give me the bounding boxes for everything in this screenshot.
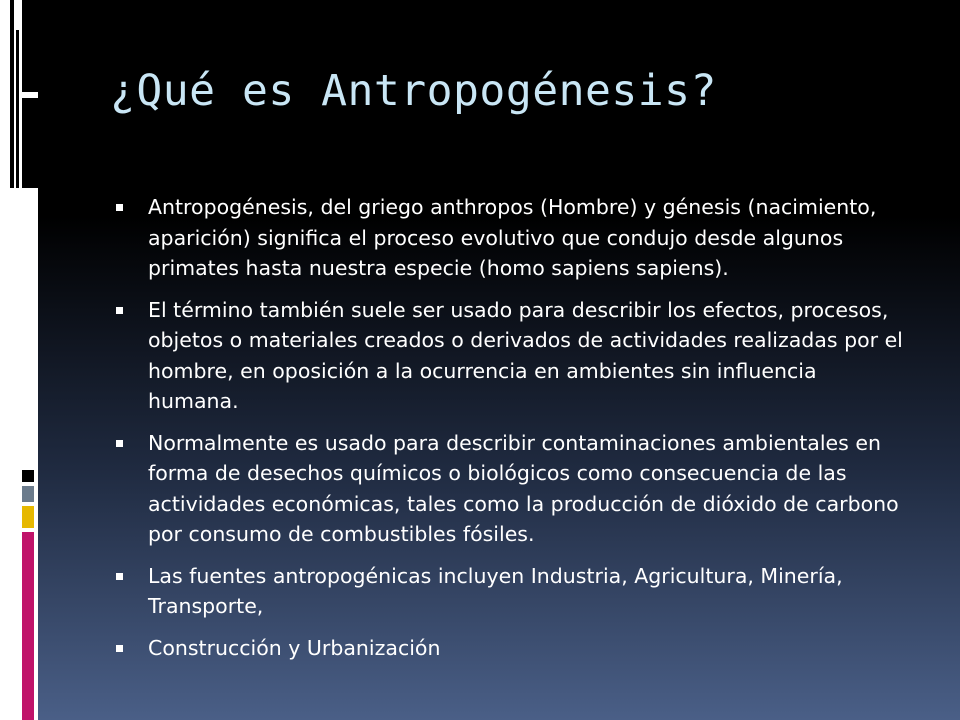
square-bullet-icon	[116, 645, 123, 652]
deco-line-top-left-2	[16, 30, 19, 188]
square-bullet-icon	[116, 204, 123, 211]
bullet-text: Antropogénesis, del griego anthropos (Hombre) y génesis (nacimiento, aparición) significa el proceso evolutivo que condujo desde algunos primates hasta nuestra especie (homo sapiens sapiens).	[148, 195, 877, 280]
bullet-item	[110, 633, 910, 664]
square-bullet-icon	[116, 307, 123, 314]
slide-title: ¿Qué es Antropogénesis?	[110, 66, 717, 116]
deco-block-top-right-2	[22, 98, 38, 188]
bullet-item	[110, 295, 910, 417]
bullet-text: Construcción y Urbanización	[148, 635, 441, 660]
deco-magenta-bar	[22, 532, 34, 720]
bullet-item	[110, 192, 910, 284]
deco-gray-tile	[22, 486, 34, 502]
square-bullet-icon	[116, 573, 123, 580]
deco-line-top-left-1	[10, 0, 14, 188]
bullet-item	[110, 428, 910, 550]
bullet-text: El término también suele ser usado para describir los efectos, procesos, objetos o materiales creados o derivados de actividades realizadas por el hombre, en oposición a la ocurrencia en ambientes sin influencia humana.	[148, 297, 903, 413]
bullet-text: Las fuentes antropogénicas incluyen Industria, Agricultura, Minería, Transporte,	[148, 563, 843, 618]
bullet-item	[110, 561, 910, 622]
left-sidebar-strip	[0, 0, 38, 720]
bullet-text: Normalmente es usado para describir contaminaciones ambientales en forma de desechos químicos o biológicos como consecuencia de las actividades económicas, tales como la producción de dióxido de carbono por consumo de combustibles fósiles.	[148, 430, 899, 546]
deco-black-tile	[22, 470, 34, 482]
deco-block-top-right	[22, 0, 38, 92]
square-bullet-icon	[116, 440, 123, 447]
deco-gold-tile	[22, 506, 34, 528]
bullet-list	[110, 192, 910, 674]
